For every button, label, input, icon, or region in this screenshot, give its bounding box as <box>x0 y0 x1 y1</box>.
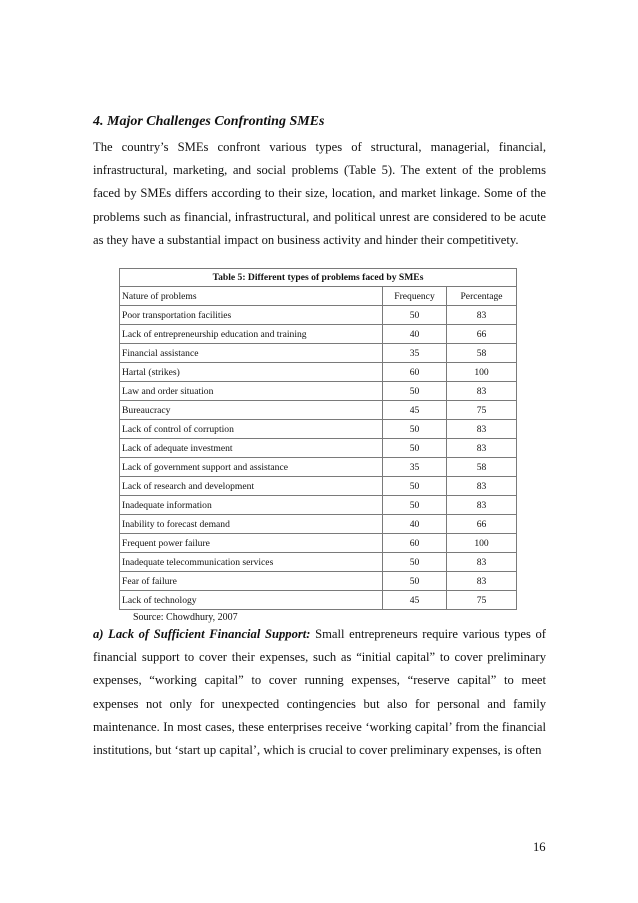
table-row <box>120 325 517 344</box>
intro-paragraph: The country’s SMEs confront various types of structural, managerial, financial, infrastructural, marketing, and social problems (Table 5). The extent of the problems faced by SMEs differs according to their size, location, and market linkage. Some of the problems such as financial, infrastructural, and political unrest are considered to be acute as they have a substantial impact on business activity and hinder their competitivety. <box>93 140 546 247</box>
cell-problem: Lack of entrepreneurship education and training <box>120 325 383 344</box>
cell-percentage: 83 <box>447 477 517 496</box>
cell-percentage: 83 <box>447 420 517 439</box>
cell-problem: Bureaucracy <box>120 401 383 420</box>
cell-percentage: 83 <box>447 306 517 325</box>
table-row <box>120 306 517 325</box>
column-header-nature: Nature of problems <box>120 287 383 306</box>
cell-frequency: 40 <box>383 325 447 344</box>
cell-problem: Fear of failure <box>120 572 383 591</box>
cell-percentage: 66 <box>447 515 517 534</box>
cell-problem: Inadequate telecommunication services <box>120 553 383 572</box>
cell-percentage: 66 <box>447 325 517 344</box>
cell-frequency: 45 <box>383 591 447 610</box>
table-row <box>120 401 517 420</box>
cell-frequency: 60 <box>383 363 447 382</box>
table-row <box>120 496 517 515</box>
table-caption: Table 5: Different types of problems faced by SMEs <box>120 269 517 287</box>
cell-percentage: 83 <box>447 572 517 591</box>
cell-frequency: 45 <box>383 401 447 420</box>
table-row <box>120 439 517 458</box>
cell-problem: Financial assistance <box>120 344 383 363</box>
cell-frequency: 50 <box>383 439 447 458</box>
cell-problem: Lack of research and development <box>120 477 383 496</box>
table-row <box>120 534 517 553</box>
cell-problem: Inability to forecast demand <box>120 515 383 534</box>
table-row <box>120 477 517 496</box>
financial-support-text: Small entrepreneurs require various types of financial support to cover their expenses, such as “initial capital” to cover preliminary expenses, “working capital” to cover running expenses, “reserve capital” to meet expenses not only for unexpected contingencies but also for personal and family maintenance. In most cases, these enterprises receive ‘working capital’ from the financial institutions, but ‘start up capital’, which is crucial to cover preliminary expenses, is often <box>93 627 546 758</box>
cell-percentage: 100 <box>447 363 517 382</box>
cell-problem: Lack of adequate investment <box>120 439 383 458</box>
column-header-frequency: Frequency <box>383 287 447 306</box>
table-header-row <box>120 287 517 306</box>
cell-frequency: 50 <box>383 572 447 591</box>
section-heading: 4. Major Challenges Confronting SMEs <box>93 114 325 129</box>
page-number: 16 <box>533 840 546 854</box>
cell-percentage: 58 <box>447 344 517 363</box>
problems-table <box>119 268 517 610</box>
column-header-percentage: Percentage <box>447 287 517 306</box>
table-row <box>120 420 517 439</box>
cell-percentage: 75 <box>447 591 517 610</box>
table-row <box>120 458 517 477</box>
cell-frequency: 35 <box>383 458 447 477</box>
cell-frequency: 50 <box>383 306 447 325</box>
cell-problem: Inadequate information <box>120 496 383 515</box>
cell-percentage: 83 <box>447 439 517 458</box>
cell-problem: Lack of control of corruption <box>120 420 383 439</box>
cell-frequency: 60 <box>383 534 447 553</box>
cell-problem: Poor transportation facilities <box>120 306 383 325</box>
cell-frequency: 50 <box>383 496 447 515</box>
table-row <box>120 363 517 382</box>
table-row <box>120 572 517 591</box>
cell-frequency: 50 <box>383 420 447 439</box>
financial-support-paragraph <box>93 623 546 762</box>
table-row <box>120 515 517 534</box>
cell-problem: Hartal (strikes) <box>120 363 383 382</box>
cell-percentage: 83 <box>447 496 517 515</box>
financial-support-lead: a) Lack of Sufficient Financial Support: <box>93 627 311 641</box>
cell-problem: Law and order situation <box>120 382 383 401</box>
cell-percentage: 75 <box>447 401 517 420</box>
table-caption-row <box>120 269 517 287</box>
cell-frequency: 35 <box>383 344 447 363</box>
cell-frequency: 50 <box>383 553 447 572</box>
table-row <box>120 344 517 363</box>
table-source: Source: Chowdhury, 2007 <box>133 612 238 623</box>
cell-frequency: 40 <box>383 515 447 534</box>
table-row <box>120 553 517 572</box>
cell-problem: Lack of technology <box>120 591 383 610</box>
cell-frequency: 50 <box>383 382 447 401</box>
cell-frequency: 50 <box>383 477 447 496</box>
table-row <box>120 382 517 401</box>
cell-percentage: 58 <box>447 458 517 477</box>
cell-problem: Frequent power failure <box>120 534 383 553</box>
cell-percentage: 83 <box>447 382 517 401</box>
table-row <box>120 591 517 610</box>
cell-problem: Lack of government support and assistance <box>120 458 383 477</box>
cell-percentage: 100 <box>447 534 517 553</box>
cell-percentage: 83 <box>447 553 517 572</box>
